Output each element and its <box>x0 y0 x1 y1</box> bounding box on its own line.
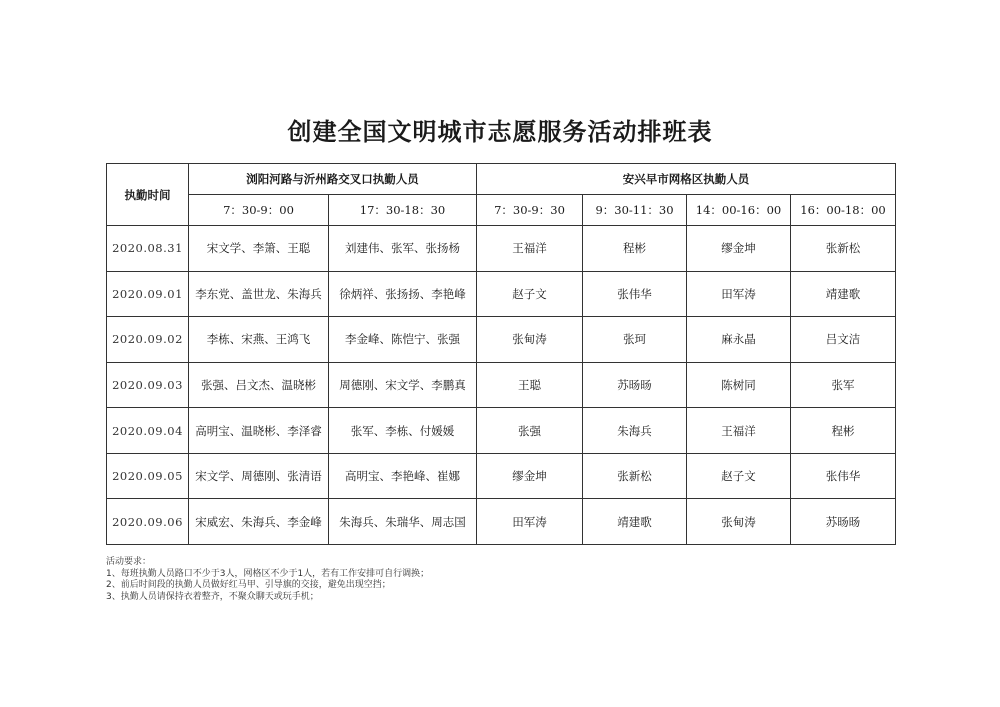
table-cell: 田军涛 <box>687 271 791 317</box>
table-cell: 徐炳祥、张扬扬、李艳峰 <box>329 271 477 317</box>
table-cell: 王福洋 <box>687 408 791 454</box>
table-cell: 张新松 <box>583 453 687 499</box>
table-cell: 张甸涛 <box>477 317 583 363</box>
header-slot: 14：00-16：00 <box>687 195 791 226</box>
row-date: 2020.09.06 <box>107 499 189 545</box>
header-intersection-group: 浏阳河路与沂州路交叉口执勤人员 <box>189 164 477 195</box>
table-cell: 宋文学、李箫、王聪 <box>189 226 329 272</box>
header-slot: 17：30-18：30 <box>329 195 477 226</box>
table-cell: 张军、李栋、付媛媛 <box>329 408 477 454</box>
row-date: 2020.09.03 <box>107 362 189 408</box>
table-cell: 陈树同 <box>687 362 791 408</box>
table-cell: 王聪 <box>477 362 583 408</box>
table-cell: 周德刚、宋文学、李鹏真 <box>329 362 477 408</box>
table-cell: 程彬 <box>791 408 896 454</box>
table-cell: 宋威宏、朱海兵、李金峰 <box>189 499 329 545</box>
table-cell: 赵子文 <box>477 271 583 317</box>
table-cell: 李栋、宋燕、王鸿飞 <box>189 317 329 363</box>
table-cell: 朱海兵 <box>583 408 687 454</box>
table-cell: 王福洋 <box>477 226 583 272</box>
table-cell: 张伟华 <box>791 453 896 499</box>
activity-requirements <box>106 557 429 603</box>
table-cell: 朱海兵、朱瑞华、周志国 <box>329 499 477 545</box>
table-cell: 靖建歌 <box>583 499 687 545</box>
row-date: 2020.09.04 <box>107 408 189 454</box>
table-cell: 张珂 <box>583 317 687 363</box>
table-row <box>107 499 896 545</box>
table-cell: 高明宝、李艳峰、崔娜 <box>329 453 477 499</box>
table-cell: 田军涛 <box>477 499 583 545</box>
header-slot: 9：30-11：30 <box>583 195 687 226</box>
table-cell: 宋文学、周德刚、张清语 <box>189 453 329 499</box>
table-cell: 高明宝、温晓彬、李泽睿 <box>189 408 329 454</box>
table-row <box>107 317 896 363</box>
table-cell: 靖建歌 <box>791 271 896 317</box>
header-slot: 7：30-9：30 <box>477 195 583 226</box>
table-cell: 程彬 <box>583 226 687 272</box>
table-cell: 缪金坤 <box>687 226 791 272</box>
table-cell: 张甸涛 <box>687 499 791 545</box>
note-item: 3、执勤人员请保持衣着整齐，不聚众聊天或玩手机； <box>106 591 319 602</box>
header-slot: 7：30-9：00 <box>189 195 329 226</box>
table-cell: 吕文洁 <box>791 317 896 363</box>
page-title: 创建全国文明城市志愿服务活动排班表 <box>287 117 713 146</box>
row-date: 2020.09.02 <box>107 317 189 363</box>
table-cell: 张伟华 <box>583 271 687 317</box>
table-row <box>107 271 896 317</box>
table-row <box>107 226 896 272</box>
table-cell: 苏旸旸 <box>583 362 687 408</box>
table-cell: 苏旸旸 <box>791 499 896 545</box>
schedule-table <box>106 163 896 545</box>
row-date: 2020.09.05 <box>107 453 189 499</box>
table-cell: 张军 <box>791 362 896 408</box>
note-item: 2、前后时间段的执勤人员做好红马甲、引导旗的交接，避免出现空挡； <box>106 580 391 590</box>
table-row <box>107 362 896 408</box>
table-cell: 缪金坤 <box>477 453 583 499</box>
note-item: 1、每班执勤人员路口不少于3人，网格区不少于1人，若有工作安排可自行调换； <box>106 568 430 579</box>
table-cell: 刘建伟、张军、张扬杨 <box>329 226 477 272</box>
notes-heading: 活动要求： <box>106 557 152 567</box>
table-cell: 赵子文 <box>687 453 791 499</box>
table-cell: 张强 <box>477 408 583 454</box>
table-cell: 李金峰、陈恺宁、张强 <box>329 317 477 363</box>
header-slot: 16：00-18：00 <box>791 195 896 226</box>
table-cell: 麻永晶 <box>687 317 791 363</box>
header-duty-time: 执勤时间 <box>107 164 189 226</box>
table-cell: 李东党、盖世龙、朱海兵 <box>189 271 329 317</box>
table-row <box>107 408 896 454</box>
table-row <box>107 453 896 499</box>
row-date: 2020.09.01 <box>107 271 189 317</box>
table-cell: 张新松 <box>791 226 896 272</box>
header-market-grid-group: 安兴早市网格区执勤人员 <box>477 164 896 195</box>
row-date: 2020.08.31 <box>107 226 189 272</box>
table-cell: 张强、吕文杰、温晓彬 <box>189 362 329 408</box>
